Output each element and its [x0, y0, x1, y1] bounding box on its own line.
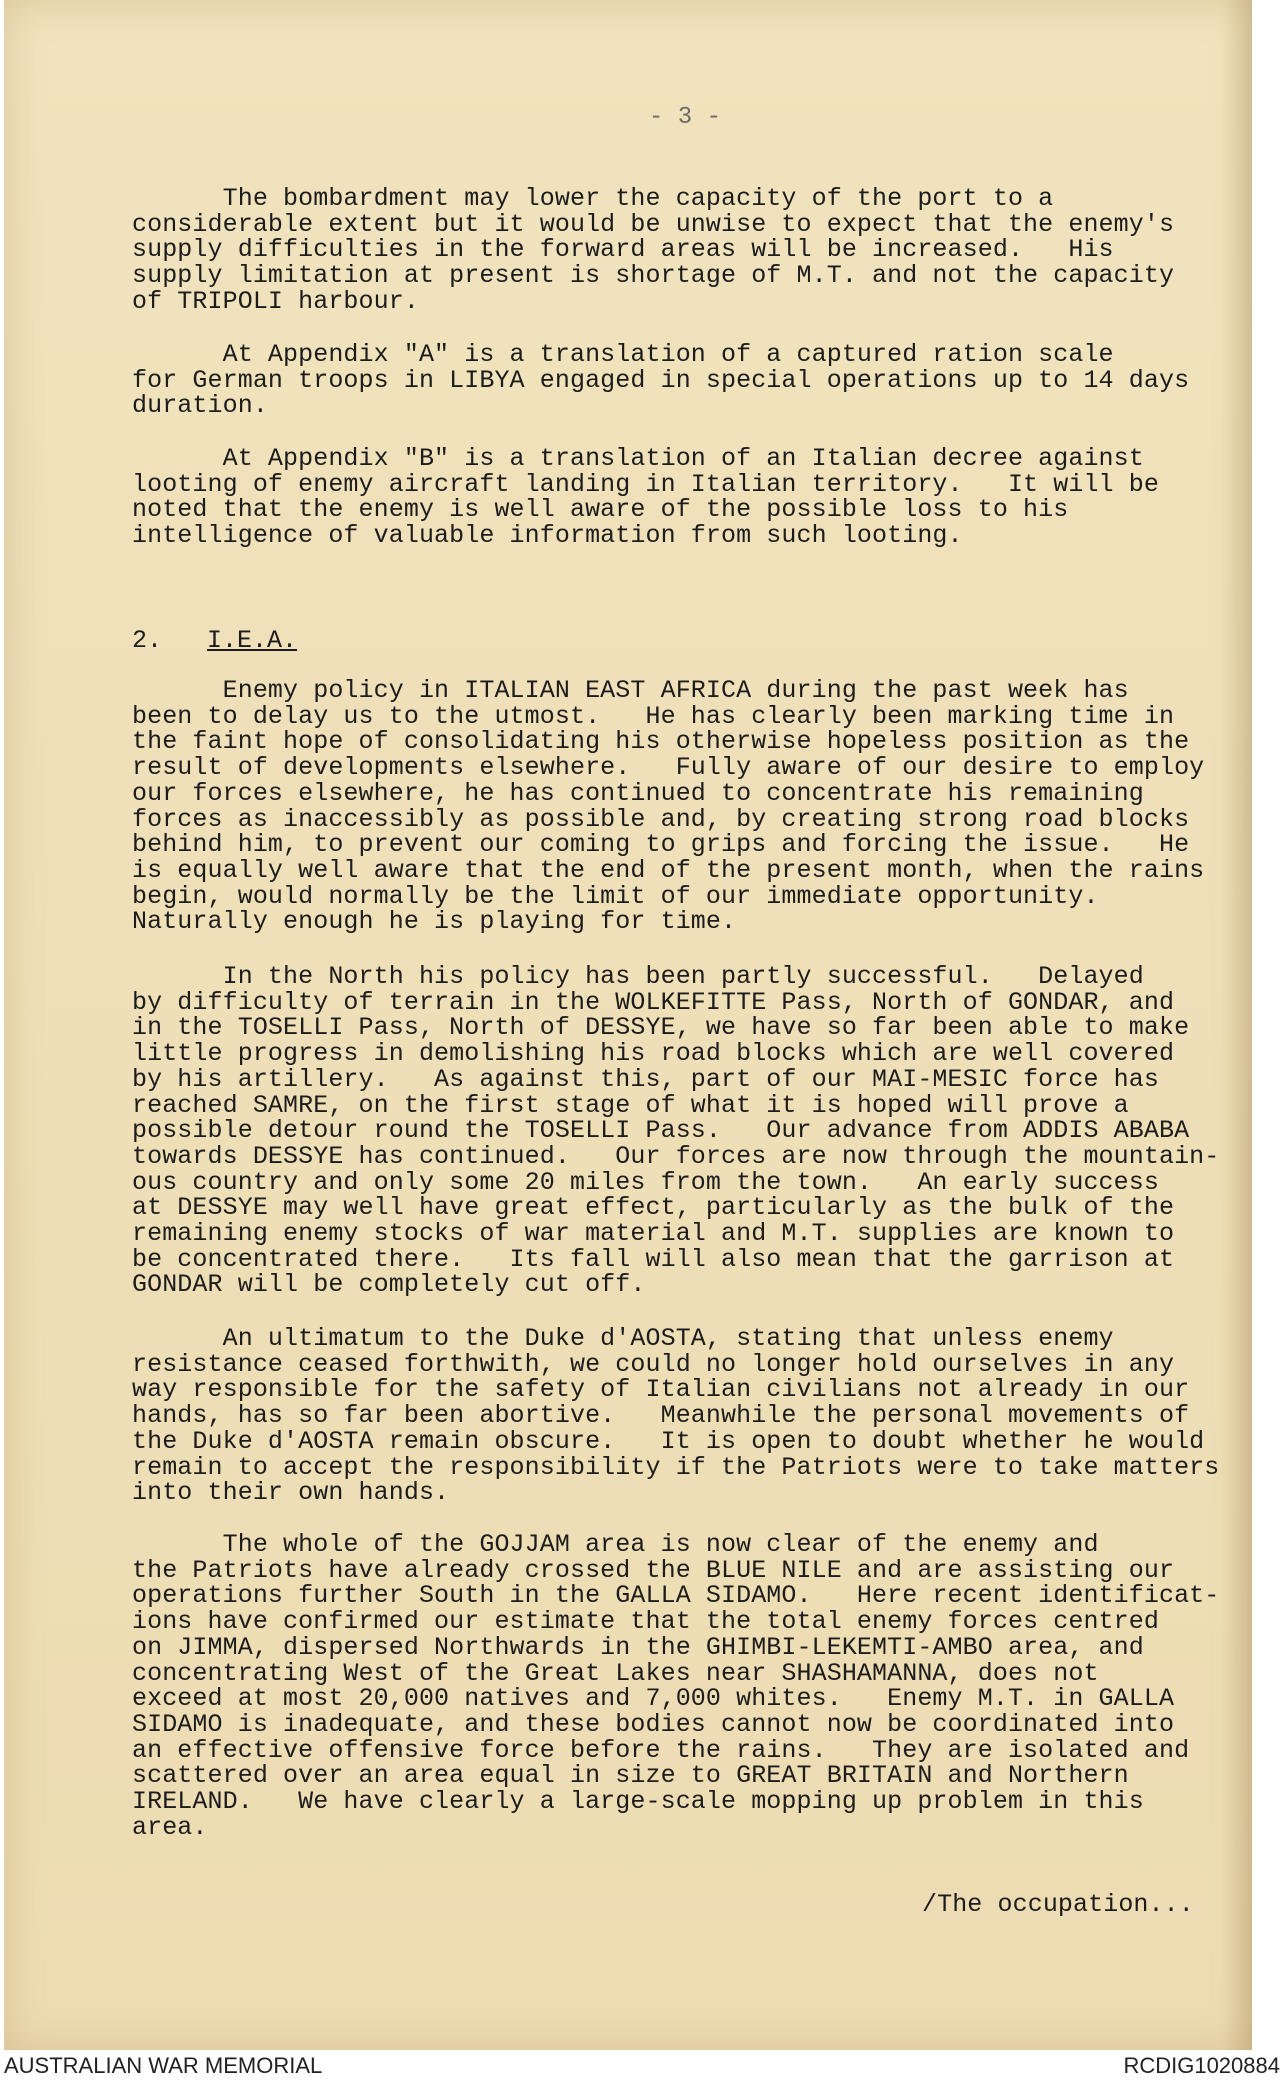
- paragraph-north: In the North his policy has been partly successful. Delayed by difficulty of terrain in the WOLKEFITTE Pass, North of GONDAR, and in the TOSELLI Pass, North of DESSYE, we have so far been able to make little progress in demolishing his road blocks which are well covered by his artillery. As against this, part of our MAI-MESIC force has reached SAMRE, on the first stage of what it is hoped will prove a possible detour round the TOSELLI Pass. Our advance from ADDIS ABABA towards DESSYE has continued. Our forces are now through the mountain- ous country and only some 20 miles from the town. An early success at DESSYE may well have great effect, particularly as the bulk of the remaining enemy stocks of war material and M.T. supplies are known to be concentrated there. Its fall will also mean that the garrison at GONDAR will be completely cut off.: [132, 962, 1220, 1300]
- continuation-note: /The occupation...: [922, 1890, 1194, 1919]
- paragraph-bombardment: The bombardment may lower the capacity of the port to a considerable extent but it would be unwise to expect that the enemy's supply difficulties in the forward areas will be increased. His supply limitation at present is shortage of M.T. and not the capacity of TRIPOLI harbour.: [132, 184, 1175, 316]
- paragraph-ultimatum: An ultimatum to the Duke d'AOSTA, stating that unless enemy resistance ceased forthwith, we could no longer hold ourselves in any way responsible for the safety of Italian civilians not already in our hands, has so far been abortive. Meanwhile the personal movements of the Duke d'AOSTA remain obscure. It is open to doubt whether he would remain to accept the responsibility if the Patriots were to take matters into their own hands.: [132, 1324, 1220, 1508]
- paragraph-appendix-b: At Appendix "B" is a translation of an Italian decree against looting of enemy aircraft landing in Italian territory. It will be noted that the enemy is well aware of the possible loss to his intelligence of valuable information from such looting.: [132, 444, 1159, 551]
- section-title: I.E.A.: [207, 626, 298, 655]
- footer-institution: AUSTRALIAN WAR MEMORIAL: [4, 2053, 323, 2078]
- document-page: [4, 0, 1252, 2050]
- footer-record-id: RCDIG1020884: [1123, 2053, 1280, 2078]
- page-number: - 3 -: [649, 104, 722, 131]
- section-number: 2.: [132, 626, 163, 655]
- paragraph-gojjam: The whole of the GOJJAM area is now clear of the enemy and the Patriots have already crossed the BLUE NILE and are assisting our operations further South in the GALLA SIDAMO. Here recent identificat- ions have confirmed our estimate that the total enemy forces centred on JIMMA, dispersed Northwards in the GHIMBI-LEKEMTI-AMBO area, and concentrating West of the Great Lakes near SHASHAMANNA, does not exceed at most 20,000 natives and 7,000 whites. Enemy M.T. in GALLA SIDAMO is inadequate, and these bodies cannot now be coordinated into an effective offensive force before the rains. They are isolated and scattered over an area equal in size to GREAT BRITAIN and Northern IRELAND. We have clearly a large-scale mopping up problem in this area.: [132, 1530, 1220, 1842]
- paragraph-enemy-policy: Enemy policy in ITALIAN EAST AFRICA during the past week has been to delay us to the utmost. He has clearly been marking time in the faint hope of consolidating his otherwise hopeless position as the result of developments elsewhere. Fully aware of our desire to employ our forces elsewhere, he has continued to concentrate his remaining forces as inaccessibly as possible and, by creating strong road blocks behind him, to prevent our coming to grips and forcing the issue. He is equally well aware that the end of the present month, when the rains begin, would normally be the limit of our immediate opportunity. Naturally enough he is playing for time.: [132, 676, 1205, 937]
- section-heading: [132, 626, 297, 655]
- paragraph-appendix-a: At Appendix "A" is a translation of a captured ration scale for German troops in LIBYA engaged in special operations up to 14 days duration.: [132, 340, 1190, 421]
